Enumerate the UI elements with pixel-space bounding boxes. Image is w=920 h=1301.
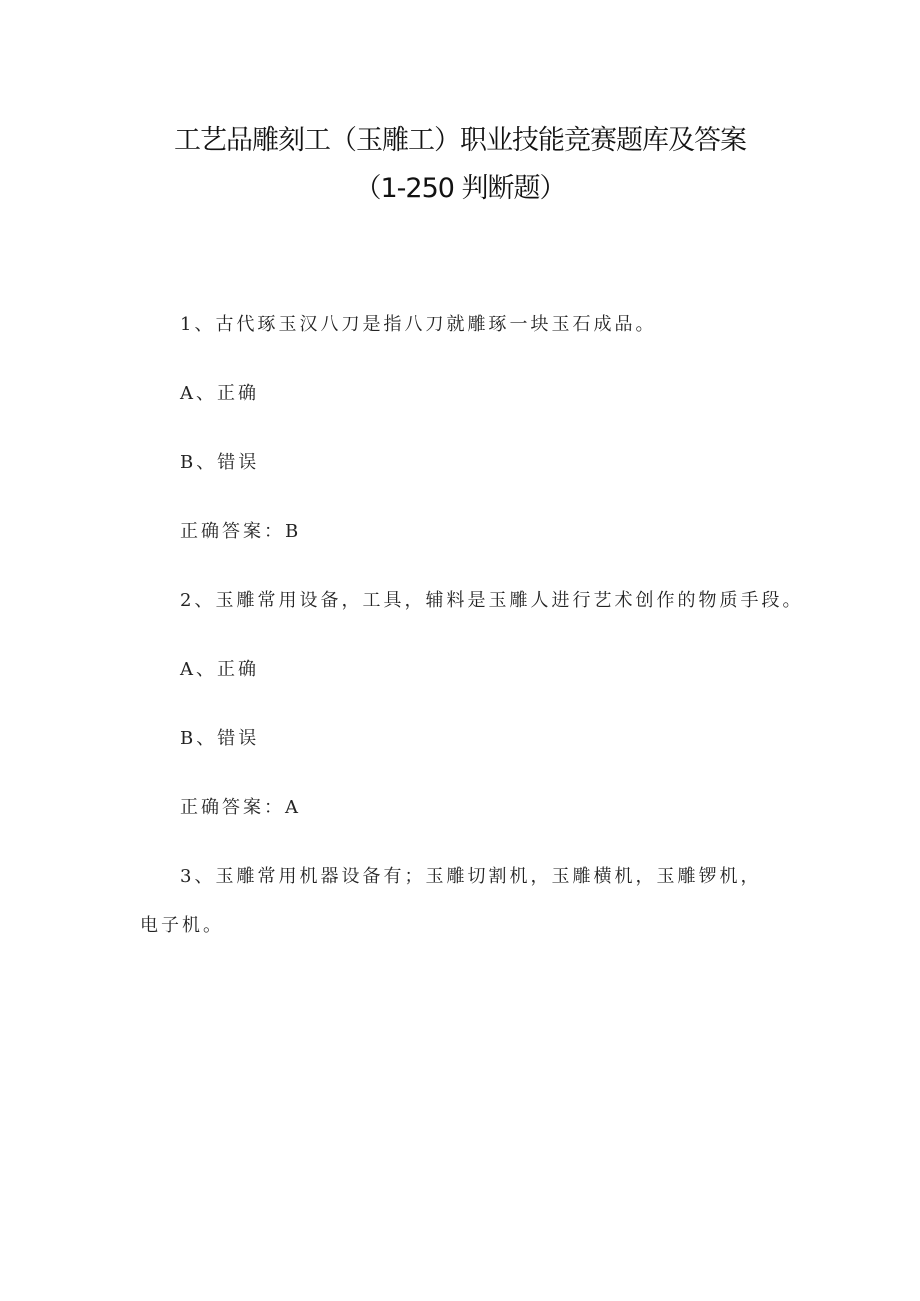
question-1-answer: 正确答案：B [180,521,302,542]
question-1-text: 1、古代琢玉汉八刀是指八刀就雕琢一块玉石成品。 [180,314,657,335]
question-2-answer: 正确答案：A [180,797,301,818]
question-1-option-b: B、错误 [180,452,260,473]
question-2-option-b: B、错误 [180,728,260,749]
question-3-text-line1: 3、玉雕常用机器设备有；玉雕切割机，玉雕横机，玉雕锣机， [180,866,762,887]
document-subtitle: （1-250 判断题） [354,173,566,204]
question-1-option-a: A、正确 [180,383,259,404]
question-3-text-line2: 电子机。 [140,915,224,936]
document-title: 工艺品雕刻工（玉雕工）职业技能竞赛题库及答案 [174,125,746,156]
question-2-option-a: A、正确 [180,659,259,680]
question-2-text: 2、玉雕常用设备，工具，辅料是玉雕人进行艺术创作的物质手段。 [180,590,804,611]
